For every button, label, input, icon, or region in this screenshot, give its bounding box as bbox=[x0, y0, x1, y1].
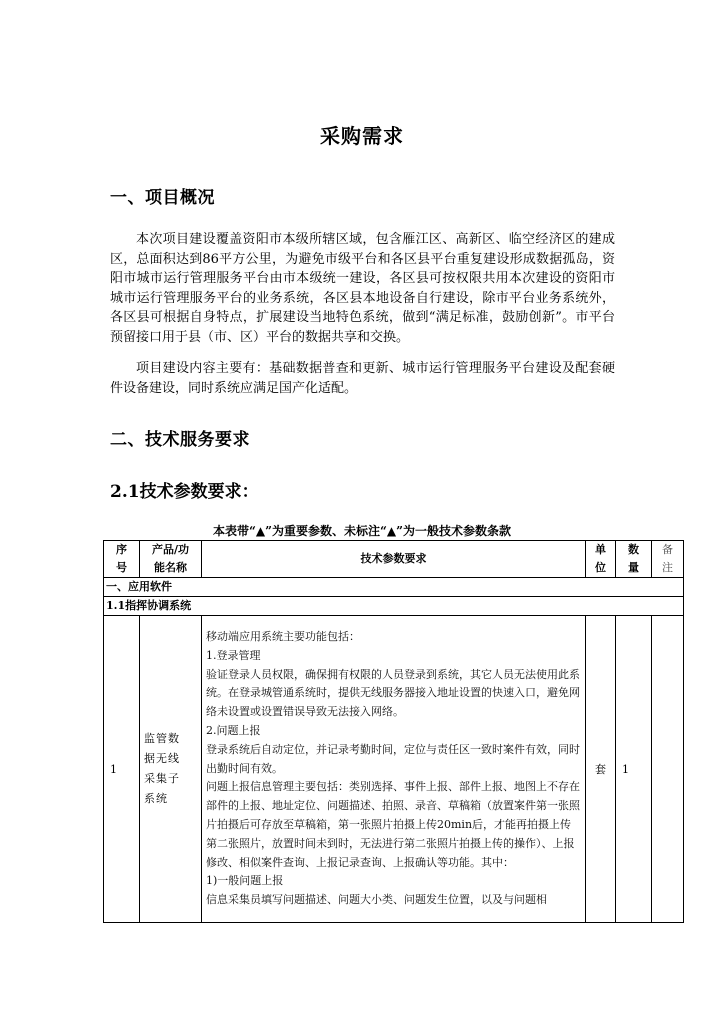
tech-params-table bbox=[103, 540, 684, 923]
overview-paragraph-1: 本次项目建设覆盖资阳市本级所辖区域，包含雁江区、高新区、临空经济区的建成区，总面积达到86平方公里，为避免市级平台和各区县平台重复建设形成数据孤岛，资阳市城市运行管理服务平台由市本级统一建设，各区县可按权限共用本次建设的资阳市城市运行管理服务平台的业务系统，各区县本地设备自行建设，除市平台业务系统外，各区县可根据自身特点，扩展建设当地特色系统，做到“满足标准，鼓励创新”。市平台预留接口用于县（市、区）平台的数据共享和交换。 bbox=[110, 232, 615, 345]
item-name: 监管数 据无线 采集子 系统 bbox=[140, 616, 202, 923]
item-remark bbox=[652, 616, 684, 923]
table-header-row bbox=[104, 541, 684, 578]
overview-paragraph-2: 项目建设内容主要有：基础数据普查和更新、城市运行管理服务平台建设及配套硬件设备建设，同时系统应满足国产化适配。 bbox=[110, 361, 615, 396]
section-heading-overview: 一、项目概况 bbox=[110, 188, 215, 208]
item-no: 1 bbox=[104, 616, 140, 923]
table-row bbox=[104, 616, 684, 923]
table-section-row: 一、应用软件 bbox=[104, 578, 684, 597]
item-requirements: 移动端应用系统主要功能包括： 1.登录管理 验证登录人员权限，确保拥有权限的人员登录到系统，其它人员无法使用此系统。在登录城管通系统时，提供无线服务器接入地址设置的快速入口，避免网络未设置或设置错误导致无法接入网络。 2.问题上报 登录系统后自动定位，并记录考勤时间，定位与责任区一致时案件有效，同时出勤时间有效。 问题上报信息管理主要包括：类别选择、事件上报、部件上报、地图上不存在部件的上报、地址定位、问题描述、拍照、录音、草稿箱（放置案件第一张照片拍摄后可存放至草稿箱，第一张照片拍摄上传20min后，才能再拍摄上传第二张照片，放置时间未到时，无法进行第二张照片拍摄上传的操作）、上报修改、相似案件查询、上报记录查询、上报确认等功能。其中： 1)一般问题上报 信息采集员填写问题描述、问题大小类、问题发生位置，以及与问题相 bbox=[202, 616, 586, 923]
header-qty: 数 量 bbox=[616, 541, 652, 578]
header-requirements: 技术参数要求 bbox=[202, 541, 586, 578]
header-no: 序 号 bbox=[104, 541, 140, 578]
document-title: 采购需求 bbox=[320, 124, 404, 148]
header-unit: 单 位 bbox=[586, 541, 616, 578]
header-name: 产品/功 能名称 bbox=[140, 541, 202, 578]
item-qty: 1 bbox=[616, 616, 652, 923]
table-subsection-row: 1.1指挥协调系统 bbox=[104, 597, 684, 616]
header-remark: 备 注 bbox=[652, 541, 684, 578]
item-unit: 套 bbox=[586, 616, 616, 923]
section-heading-tech-service: 二、技术服务要求 bbox=[110, 430, 250, 450]
table-caption: 本表带“▲”为重要参数、未标注“▲”为一般技术参数条款 bbox=[212, 524, 512, 538]
subsection-heading-tech-params: 2.1技术参数要求： bbox=[110, 482, 259, 502]
